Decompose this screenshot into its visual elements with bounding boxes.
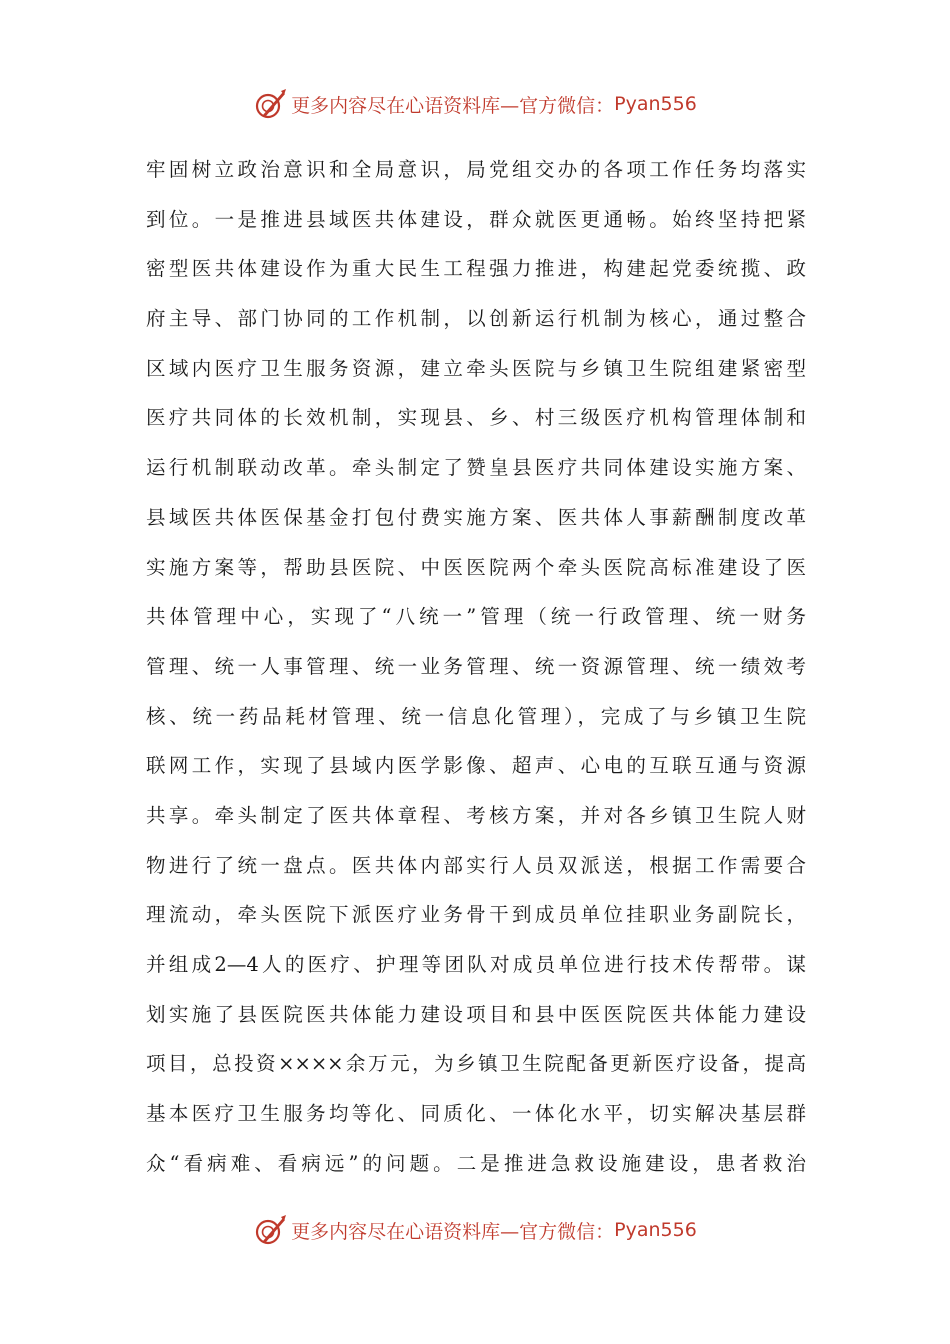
text-line: 理流动，牵头医院下派医疗业务骨干到成员单位挂职业务副院长， (146, 903, 806, 927)
watermark-text: 更多内容尽在心语资料库—官方微信： (291, 94, 615, 117)
text-line: 密型医共体建设作为重大民生工程强力推进，构建起党委统揽、政 (146, 257, 806, 281)
text-line: 联网工作，实现了县域内医学影像、超声、心电的互联互通与资源 (146, 754, 806, 778)
text-line: 府主导、部门协同的工作机制，以创新运行机制为核心，通过整合 (146, 307, 806, 331)
text-line: 牢固树立政治意识和全局意识，局党组交办的各项工作任务均落实 (146, 158, 806, 181)
text-line: 共享。牵头制定了医共体章程、考核方案，并对各乡镇卫生院人财 (146, 803, 806, 827)
text-line: 运行机制联动改革。牵头制定了赞皇县医疗共同体建设实施方案、 (146, 456, 806, 480)
watermark-wechat-id: Pyan556 (614, 93, 697, 115)
text-line: 众“看病难、看病远”的问题。二是推进急救设施建设，患者救治 (146, 1151, 806, 1175)
watermark-text: 更多内容尽在心语资料库—官方微信： (291, 1220, 615, 1243)
watermark-wechat-id: Pyan556 (614, 1219, 697, 1241)
text-line: 共体管理中心，实现了“八统一”管理（统一行政管理、统一财务 (146, 605, 806, 629)
text-line: 核、统一药品耗材管理、统一信息化管理），完成了与乡镇卫生院 (146, 704, 806, 728)
watermark-header (0, 84, 950, 124)
pen-nib-circle-icon (253, 1213, 287, 1247)
text-line: 区域内医疗卫生服务资源，建立牵头医院与乡镇卫生院组建紧密型 (146, 356, 806, 380)
text-line: 物进行了统一盘点。医共体内部实行人员双派送，根据工作需要合 (146, 853, 806, 877)
text-line: 项目，总投资××××余万元，为乡镇卫生院配备更新医疗设备，提高 (146, 1052, 806, 1076)
document-body (146, 145, 806, 1188)
text-line: 实施方案等，帮助县医院、中医医院两个牵头医院高标准建设了医 (146, 555, 806, 579)
text-line: 到位。一是推进县域医共体建设，群众就医更通畅。始终坚持把紧 (146, 207, 806, 231)
watermark-footer (0, 1210, 950, 1250)
text-line: 管理、统一人事管理、统一业务管理、统一资源管理、统一绩效考 (146, 654, 806, 678)
text-line: 医疗共同体的长效机制，实现县、乡、村三级医疗机构管理体制和 (146, 406, 806, 430)
text-line: 基本医疗卫生服务均等化、同质化、一体化水平，切实解决基层群 (146, 1102, 806, 1126)
pen-nib-circle-icon (253, 87, 287, 121)
text-line: 并组成2—4人的医疗、护理等团队对成员单位进行技术传帮带。谋 (146, 953, 806, 976)
text-line: 划实施了县医院医共体能力建设项目和县中医医院医共体能力建设 (146, 1002, 806, 1026)
text-line: 县域医共体医保基金打包付费实施方案、医共体人事薪酬制度改革 (146, 505, 806, 529)
